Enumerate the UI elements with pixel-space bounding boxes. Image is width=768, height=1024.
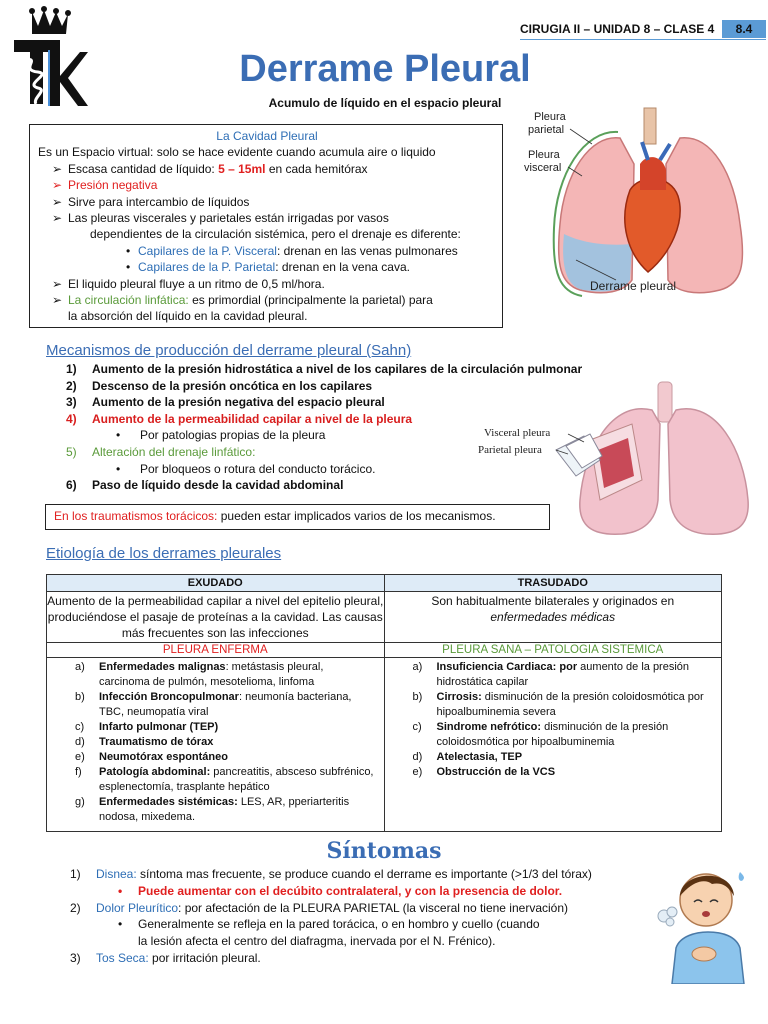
- symptom-item: 2) Dolor Pleurítico: por afectación de la PLEURA PARIETAL (la visceral no tiene inervación): [70, 900, 568, 915]
- symptom-item: 1) Disnea: síntoma mas frecuente, se produce cuando el derrame es importante (>1/3 del tórax): [70, 867, 592, 881]
- mechanism-item: 2) Descenso de la presión oncótica en los capilares: [66, 378, 373, 393]
- etiology-table: [46, 574, 722, 832]
- arrow-bullet-icon: ➢: [52, 194, 63, 209]
- mechanism-item: 3) Aumento de la presión negativa del espacio pleural: [66, 395, 385, 410]
- label-parietal-pleura: Parietal pleura: [478, 444, 542, 456]
- bullet-icon: •: [116, 461, 121, 476]
- list-item: d) Atelectasia, TEP: [412, 751, 523, 763]
- trauma-note-box: En los traumatismos torácicos: pueden estar implicados varios de los mecanismos.: [45, 504, 550, 530]
- symptom-item: 3) Tos Seca: por irritación pleural.: [70, 950, 261, 965]
- list-item: d) Traumatismo de tórax: [75, 736, 214, 748]
- list-item: b) Infección Broncopulmonar: neumonía bacteriana, TBC, neumopatía viral: [75, 691, 352, 718]
- arrow-bullet-icon: ➢: [52, 293, 63, 308]
- etiology-heading: Etiología de los derrames pleurales: [46, 545, 282, 562]
- table-header-exudado: EXUDADO: [47, 575, 385, 592]
- symptoms-list: [70, 866, 650, 967]
- label-pleura-parietal-1: Pleura: [534, 111, 566, 123]
- bullet-icon: •: [118, 917, 123, 932]
- list-item: a) Insuficiencia Cardiaca: por aumento de la presión hidrostática capilar: [412, 661, 690, 688]
- arrow-bullet-icon: ➢: [52, 211, 63, 226]
- mechanism-item: 1) Aumento de la presión hidrostática a nivel de los capilares de la circulación pulmonar: [66, 362, 583, 376]
- arrow-bullet-icon: ➢: [52, 178, 63, 193]
- label-visceral-pleura: Visceral pleura: [484, 427, 551, 439]
- exudado-subheader: PLEURA ENFERMA: [47, 643, 385, 658]
- trasudado-subheader: PLEURA SANA – PATOLOGIA SISTEMICA: [384, 643, 722, 658]
- trasudado-description: Son habitualmente bilaterales y originados en enfermedades médicas: [384, 592, 722, 643]
- cavity-item: ➢ El liquido pleural fluye a un ritmo de 0,5 ml/hora.: [52, 276, 325, 291]
- header-rule: [520, 39, 766, 40]
- list-item: b) Cirrosis: disminución de la presión coloidosmótica por hipoalbuminemia severa: [412, 691, 704, 718]
- list-item: e) Neumotórax espontáneo: [75, 751, 228, 763]
- table-header-trasudado: TRASUDADO: [384, 575, 722, 592]
- bullet-icon: •: [118, 883, 123, 898]
- page-badge: 8.4: [722, 20, 766, 38]
- lung-effusion-illustration: [520, 104, 768, 304]
- bullet-icon: •: [126, 243, 131, 258]
- symptom-subitem: • Generalmente se refleja en la pared torácica, o en hombro y cuello (cuando: [118, 917, 540, 932]
- exudado-description: Aumento de la permeabilidad capilar a nivel del epitelio pleural, produciéndose el pasaje de proteínas a la cavidad. Las causas más frecuentes son las infecciones: [47, 592, 385, 643]
- label-derrame-pleural: Derrame pleural: [590, 279, 677, 293]
- list-item: a) Enfermedades malignas: metástasis pleural, carcinoma de pulmón, mesotelioma, linfoma: [75, 661, 324, 688]
- course-label: CIRUGIA II – UNIDAD 8 – CLASE 4: [520, 22, 715, 36]
- cavity-item: ➢ Las pleuras viscerales y parietales están irrigadas por vasos: [52, 211, 389, 226]
- cavity-item: ➢ Escasa cantidad de líquido: 5 – 15ml en cada hemitórax: [52, 161, 368, 176]
- trasudado-causes: [384, 658, 722, 832]
- list-item: f) Patología abdominal: pancreatitis, absceso subfrénico, esplenectomía, trasplante hepático: [75, 766, 374, 793]
- cavity-subitem: • Capilares de la P. Parietal: drenan en la vena cava.: [126, 260, 410, 275]
- coughing-boy-illustration: [652, 856, 760, 984]
- exudado-causes: [47, 658, 385, 832]
- symptoms-heading: Síntomas: [326, 838, 442, 864]
- bullet-icon: •: [116, 428, 121, 443]
- page-subtitle: Acumulo de líquido en el espacio pleural: [268, 96, 502, 110]
- mechanism-item: 5) Alteración del drenaje linfático: • Por bloqueos o rotura del conducto torácico.: [66, 444, 376, 476]
- page-title: Derrame Pleural: [239, 48, 531, 90]
- cavity-item-continuation: dependientes de la circulación sistémica, pero el drenaje es diferente:: [90, 227, 461, 242]
- arrow-bullet-icon: ➢: [52, 161, 63, 176]
- list-item: c) Infarto pulmonar (TEP): [75, 721, 219, 733]
- pleural-cavity-box: [29, 124, 503, 328]
- cavity-item-continuation: la absorción del líquido en la cavidad pleural.: [68, 309, 308, 324]
- cavity-item: ➢ Presión negativa: [52, 178, 158, 193]
- cavity-heading: La Cavidad Pleural: [216, 129, 318, 143]
- label-pleura-visceral-1: Pleura: [528, 149, 560, 161]
- symptom-subitem-continuation: la lesión afecta el centro del diafragma, inervada por el N. Frénico).: [138, 934, 496, 949]
- list-item: e) Obstrucción de la VCS: [412, 766, 556, 778]
- cavity-item: ➢ Sirve para intercambio de líquidos: [52, 194, 250, 209]
- mechanism-item: 6) Paso de líquido desde la cavidad abdominal: [66, 478, 344, 493]
- cavity-subitem: • Capilares de la P. Visceral: drenan en las venas pulmonares: [126, 243, 458, 258]
- list-item: c) Sindrome nefrótico: disminución de la presión coloidosmótica por hipoalbuminemia: [412, 721, 669, 748]
- mechanisms-heading: Mecanismos de producción del derrame pleural (Sahn): [46, 342, 412, 359]
- list-item: g) Enfermedades sistémicas: LES, AR, pperiarteritis nodosa, mixedema.: [75, 796, 350, 823]
- cavity-item: ➢ La circulación linfática: es primordial (principalmente la parietal) para: [52, 293, 433, 308]
- arrow-bullet-icon: ➢: [52, 276, 63, 291]
- symptom-subitem: • Puede aumentar con el decúbito contralateral, y con la presencia de dolor.: [118, 883, 563, 898]
- bullet-icon: •: [126, 260, 131, 275]
- cavity-intro: Es un Espacio virtual: solo se hace evidente cuando acumula aire o liquido: [38, 145, 436, 160]
- label-pleura-parietal-2: parietal: [528, 124, 565, 136]
- label-pleura-visceral-2: visceral: [524, 162, 562, 174]
- mechanism-item: 4) Aumento de la permeabilidad capilar a nivel de la pleura • Por patologias propias de la pleura: [66, 411, 413, 443]
